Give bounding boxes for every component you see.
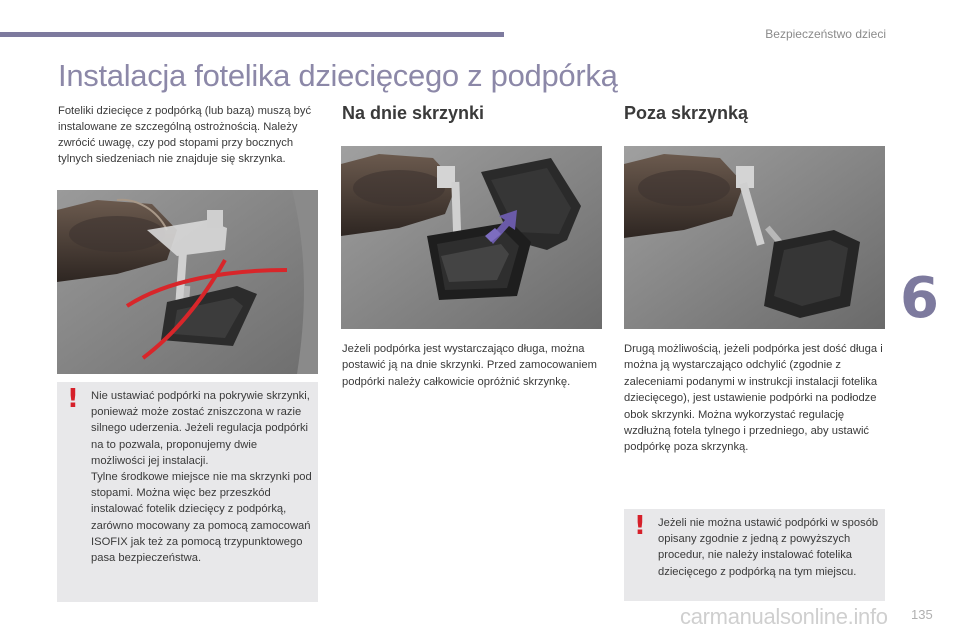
heading-in-box: Na dnie skrzynki (342, 103, 485, 123)
warning-box-lid (57, 382, 318, 602)
warning-no-install (624, 509, 885, 601)
photo-support-in-box (341, 146, 602, 329)
chapter-number: 6 (900, 266, 939, 331)
page-title: Instalacja fotelika dziecięcego z podpórką (58, 58, 618, 93)
watermark: carmanualsonline.info (680, 604, 888, 629)
intro-paragraph: Foteliki dziecięce z podpórką (lub bazą) muszą być instalowane ze szczególną ostrożnością. Należy zwrócić uwagę, czy pod stopami przy bocznych tylnych siedzeniach nie znajduje się skrzynka. (58, 105, 312, 165)
header-accent-bar (0, 32, 504, 37)
heading-outside-box: Poza skrzynką (624, 103, 749, 123)
outside-box-description: Drugą możliwością, jeżeli podpórka jest dość długa i można ją wystarczająco odchylić (zgodnie z zaleceniami podanymi w instrukcji instalacji fotelika dziecięcego), jest ustawienie podpórki na podłodze obok skrzynki. Można wykorzystać regulację wzdłużną fotela tylnego i przedniego, aby ustawić podpórkę poza skrzynką. (624, 343, 883, 454)
warning-lid-text: Nie ustawiać podpórki na pokrywie skrzynki, ponieważ może zostać zniszczona w razie silnego uderzenia. Jeżeli regulacja podpórki na to pozwala, proponujemy dwie możliwości jej instalacji. Tylne środkowe miejsce nie ma skrzynki pod stopami. Można więc bez przeszkód instalować fotelik dziecięcy z podpórką, zarówno mocowany za pomocą zamocowań ISOFIX jak też za pomocą trzypunktowego pasa bezpieczeństwa. (91, 390, 312, 565)
page-number: 135 (911, 607, 933, 622)
warning-icon: ! (67, 384, 79, 414)
warning-icon: ! (634, 511, 646, 541)
in-box-description: Jeżeli podpórka jest wystarczająco długa, można postawić ją na dnie skrzynki. Przed zamocowaniem podpórki należy całkowicie opróżnić skrzynkę. (342, 343, 597, 388)
section-name: Bezpieczeństwo dzieci (765, 27, 886, 41)
warning-no-install-text: Jeżeli nie można ustawić podpórki w sposób opisany zgodnie z jedną z powyższych procedur, nie należy instalować fotelika dziecięcego z podpórką na tym miejscu. (658, 517, 879, 578)
photo-support-outside-box (624, 146, 885, 329)
photo-support-on-lid-crossed (57, 190, 318, 374)
